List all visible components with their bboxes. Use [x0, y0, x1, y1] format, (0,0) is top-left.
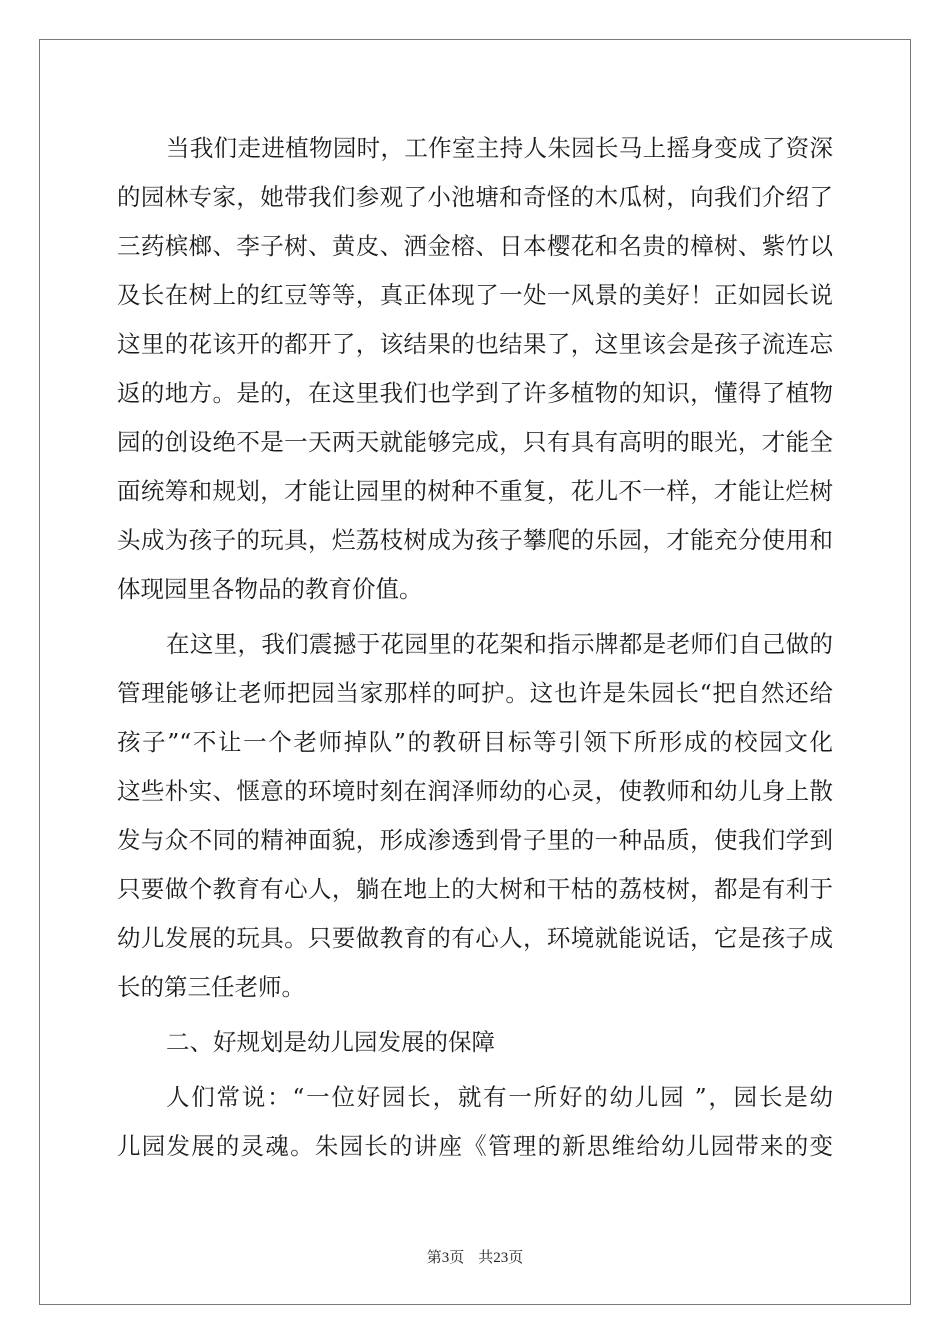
paragraph-line: 孩子”“不让一个老师掉队”的教研目标等引领下所形成的校园文化: [117, 728, 833, 756]
paragraph-line: 面统筹和规划，才能让园里的树种不重复，花儿不一样，才能让烂树: [117, 477, 833, 505]
paragraph-line: 头成为孩子的玩具，烂荔枝树成为孩子攀爬的乐园，才能充分使用和: [117, 526, 833, 554]
paragraph-line: 这些朴实、惬意的环境时刻在润泽师幼的心灵，使教师和幼儿身上散: [117, 777, 833, 805]
paragraph-line: 三药槟榔、李子树、黄皮、洒金榕、日本樱花和名贵的樟树、紫竹以: [117, 232, 833, 260]
paragraph-line: 只要做个教育有心人，躺在地上的大树和干枯的荔枝树，都是有利于: [117, 875, 833, 903]
paragraph-line: 返的地方。是的，在这里我们也学到了许多植物的知识，懂得了植物: [117, 379, 833, 407]
paragraph-line: 儿园发展的灵魂。朱园长的讲座《管理的新思维给幼儿园带来的变: [117, 1132, 833, 1160]
paragraph-line: 及长在树上的红豆等等，真正体现了一处一风景的美好！正如园长说: [117, 281, 833, 309]
paragraph-line: 体现园里各物品的教育价值。: [117, 575, 423, 603]
section-heading: 二、好规划是幼儿园发展的保障: [166, 1028, 495, 1056]
page-footer: [0, 1246, 950, 1267]
paragraph-line: 幼儿发展的玩具。只要做教育的有心人，环境就能说话，它是孩子成: [117, 924, 833, 952]
paragraph-line: 园的创设绝不是一天两天就能够完成，只有具有高明的眼光，才能全: [117, 428, 833, 456]
paragraph-line: 发与众不同的精神面貌，形成渗透到骨子里的一种品质，使我们学到: [117, 826, 833, 854]
paragraph-line: 当我们走进植物园时，工作室主持人朱园长马上摇身变成了资深: [166, 134, 833, 162]
paragraph-line: 的园林专家，她带我们参观了小池塘和奇怪的木瓜树，向我们介绍了: [117, 183, 833, 211]
page-number: 第3页: [426, 1250, 465, 1266]
paragraph-line: 这里的花该开的都开了，该结果的也结果了，这里该会是孩子流连忘: [117, 330, 833, 358]
paragraph-line: 长的第三任老师。: [117, 973, 305, 1001]
page-total: 共23页: [478, 1250, 524, 1266]
paragraph-line: 管理能够让老师把园当家那样的呵护。这也许是朱园长“把自然还给: [117, 679, 833, 707]
paragraph-line: 在这里，我们震撼于花园里的花架和指示牌都是老师们自己做的: [166, 630, 833, 658]
paragraph-line: 人们常说：“一位好园长，就有一所好的幼儿园 ”，园长是幼: [166, 1083, 833, 1111]
